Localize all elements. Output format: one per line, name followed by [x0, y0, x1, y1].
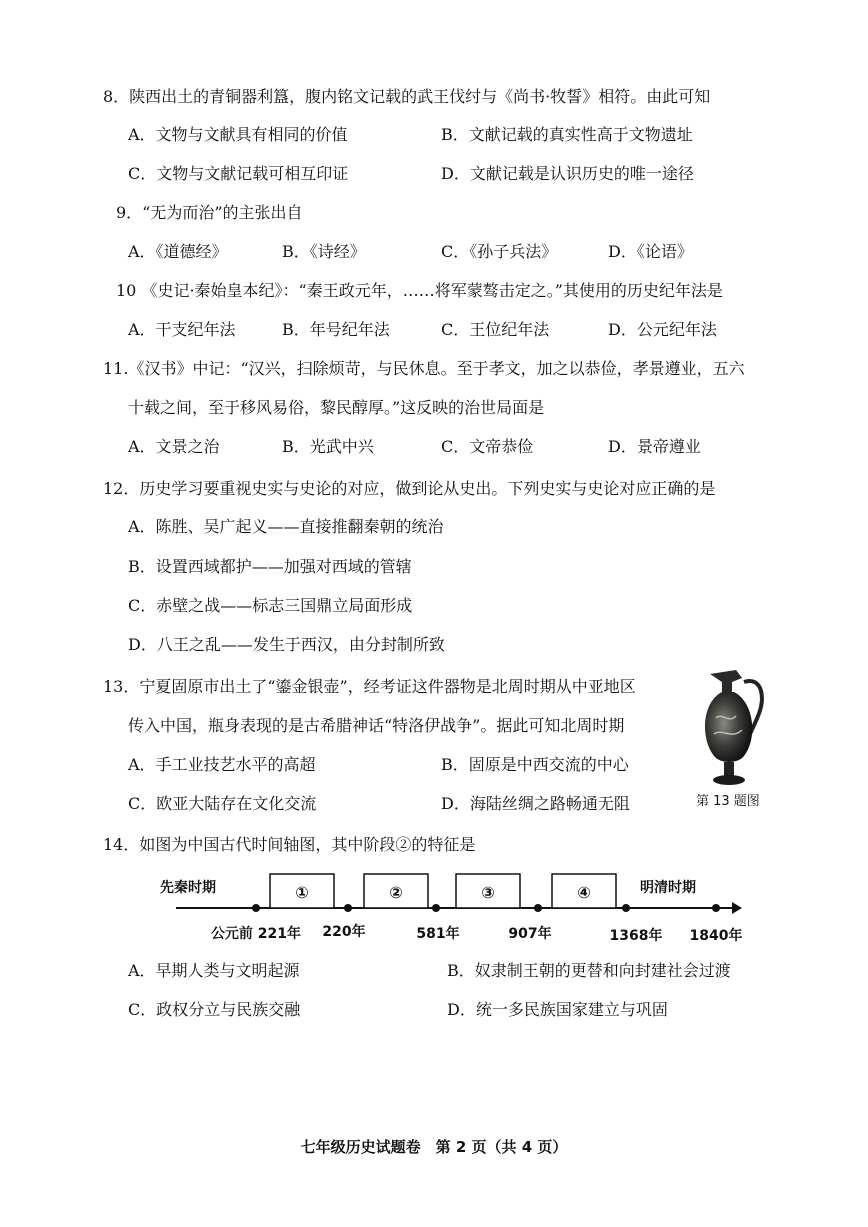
timeline-box-2-label: ②: [389, 883, 403, 902]
q10-option-a: A．干支纪年法: [128, 320, 236, 339]
q12-option-d: D．八王之乱——发生于西汉，由分封制所致: [128, 635, 445, 654]
q11-option-d: D．景帝遵业: [608, 437, 701, 456]
timeline-year-4: 907年: [508, 926, 552, 942]
q8-option-b: B．文献记载的真实性高于文物遗址: [441, 125, 693, 144]
q8-option-a: A．文物与文献具有相同的价值: [128, 125, 348, 144]
timeline-point-4: [534, 904, 542, 912]
q14-option-a: A．早期人类与文明起源: [128, 961, 300, 980]
q13-stem-line1: 13．宁夏固原市出土了“鎏金银壶”，经考证这件器物是北周时期从中亚地区: [103, 677, 636, 696]
q10-option-b: B．年号纪年法: [282, 320, 390, 339]
timeline-point-6: [712, 904, 720, 912]
q10-stem: 10 《史记·秦始皇本纪》：“秦王政元年，……将军蒙骜击定之。”其使用的历史纪年法是: [116, 281, 723, 300]
q9-option-c: C．《孙子兵法》: [441, 242, 558, 261]
q8-option-c: C．文物与文献记载可相互印证: [128, 164, 349, 183]
q10-option-d: D．公元纪年法: [608, 320, 717, 339]
page-footer: 七年级历史试题卷 第 2 页（共 4 页）: [300, 1138, 568, 1156]
q8-option-d: D．文献记载是认识历史的唯一途径: [441, 164, 694, 183]
q8-stem: 8．陕西出土的青铜器利簋，腹内铭文记载的武王伐纣与《尚书·牧誓》相符。由此可知: [103, 87, 711, 106]
timeline-diagram: [160, 862, 760, 952]
q11-option-c: C．文帝恭俭: [441, 437, 534, 456]
q13-option-b: B．固原是中西交流的中心: [441, 755, 629, 774]
q9-stem: 9．“无为而治”的主张出自: [116, 203, 303, 222]
timeline-point-2: [344, 904, 352, 912]
q9-option-a: A．《道德经》: [128, 242, 228, 261]
q12-stem: 12．历史学习要重视史实与史论的对应，做到论从史出。下列史实与史论对应正确的是: [103, 479, 716, 498]
q11-stem-line1: 11.《汉书》中记：“汉兴，扫除烦苛，与民休息。至于孝文，加之以恭俭，孝景遵业，五六: [103, 359, 745, 378]
timeline-year-3: 581年: [416, 926, 460, 942]
timeline-year-6: 1840年: [689, 928, 743, 944]
q13-figure-caption: 第 13 题图: [696, 794, 760, 809]
timeline-year-1: 公元前 221年: [210, 926, 302, 942]
timeline-right-label: 明清时期: [640, 880, 696, 896]
timeline-year-2: 220年: [322, 924, 366, 940]
q11-option-b: B．光武中兴: [282, 437, 374, 456]
q9-option-d: D．《论语》: [608, 242, 693, 261]
timeline-arrow-icon: [732, 902, 742, 914]
q12-option-b: B．设置西域都护——加强对西域的管辖: [128, 557, 412, 576]
q13-option-a: A．手工业技艺水平的高超: [128, 755, 316, 774]
q13-option-c: C．欧亚大陆存在文化交流: [128, 794, 317, 813]
timeline-year-5: 1368年: [609, 928, 663, 944]
q14-option-c: C．政权分立与民族交融: [128, 1000, 301, 1019]
timeline-point-5: [622, 904, 630, 912]
q14-stem: 14．如图为中国古代时间轴图，其中阶段②的特征是: [103, 835, 476, 854]
q13-option-d: D．海陆丝绸之路畅通无阻: [441, 794, 630, 813]
timeline-point-3: [432, 904, 440, 912]
q14-option-b: B．奴隶制王朝的更替和向封建社会过渡: [447, 961, 731, 980]
q12-option-a: A．陈胜、吴广起义——直接推翻秦朝的统治: [128, 517, 444, 536]
q13-stem-line2: 传入中国，瓶身表现的是古希腊神话“特洛伊战争”。据此可知北周时期: [128, 716, 625, 735]
q11-stem-line2: 十载之间，至于移风易俗，黎民醇厚。”这反映的治世局面是: [128, 398, 545, 417]
timeline-point-1: [252, 904, 260, 912]
timeline-box-1-label: ①: [295, 883, 309, 902]
q10-option-c: C．王位纪年法: [441, 320, 550, 339]
q12-option-c: C．赤壁之战——标志三国鼎立局面形成: [128, 596, 413, 615]
q9-option-b: B．《诗经》: [282, 242, 366, 261]
timeline-box-4-label: ④: [577, 883, 591, 902]
q14-option-d: D．统一多民族国家建立与巩固: [447, 1000, 668, 1019]
timeline-left-label: 先秦时期: [160, 880, 216, 896]
q11-option-a: A．文景之治: [128, 437, 220, 456]
timeline-box-3-label: ③: [481, 883, 495, 902]
gilded-silver-ewer-image: [692, 668, 772, 790]
